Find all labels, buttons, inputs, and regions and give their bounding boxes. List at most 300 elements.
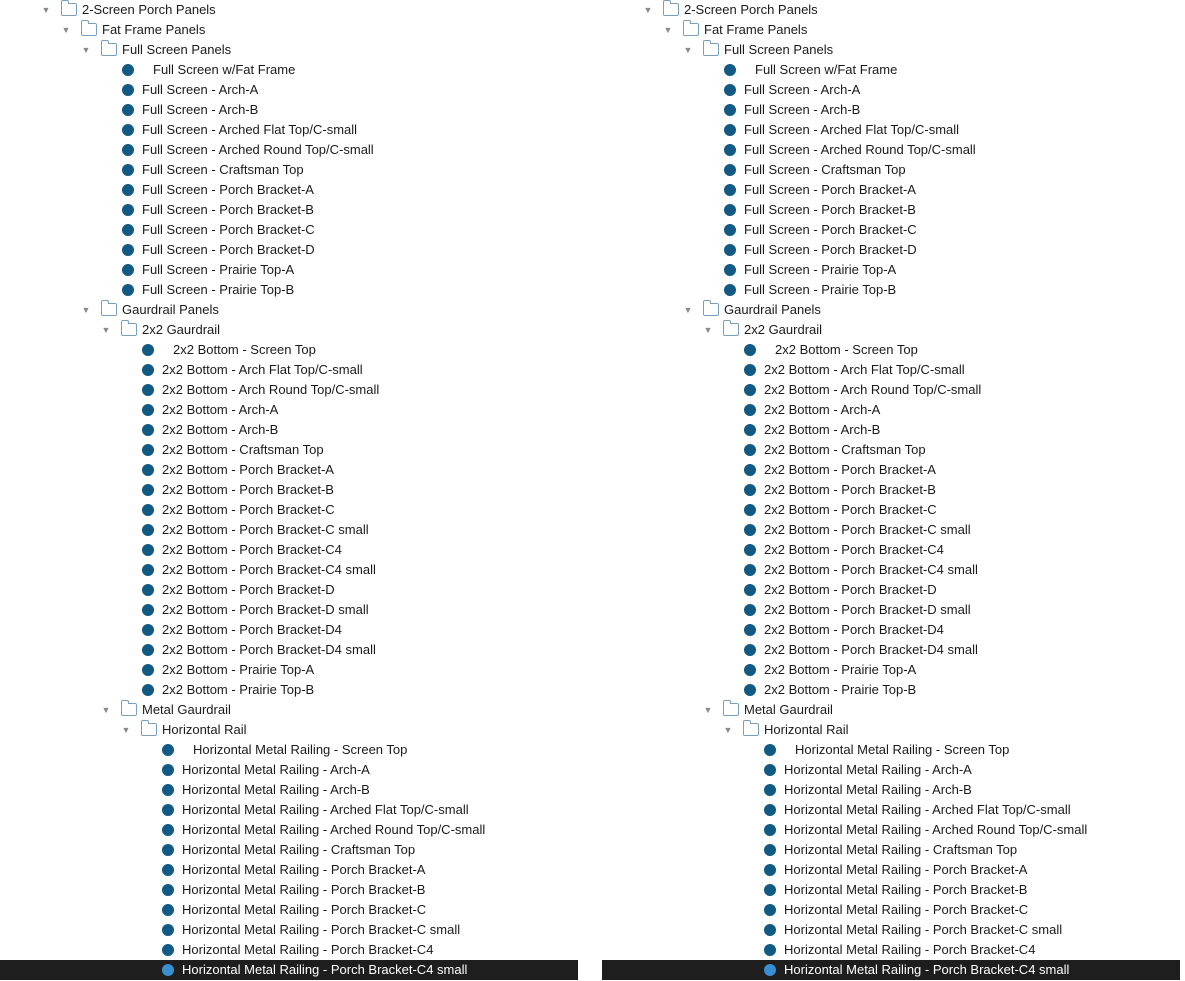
item-label: 2x2 Bottom - Porch Bracket-C [764,502,937,517]
tree-item[interactable] [602,560,1180,580]
tree-item[interactable] [0,640,578,660]
tree-item[interactable] [0,100,578,120]
component-dot-icon [744,644,756,656]
component-dot-icon [724,244,736,256]
item-label: Horizontal Metal Railing - Porch Bracket-C4 small [784,962,1070,977]
folder-icon [121,323,137,336]
item-label: Horizontal Metal Railing - Arched Round Top/C-small [784,822,1088,837]
item-label: Horizontal Metal Railing - Porch Bracket-C small [784,922,1063,937]
component-dot-icon [744,344,756,356]
disclosure-triangle-icon[interactable]: ▼ [683,45,693,55]
item-label: Full Screen - Arch-B [744,102,861,117]
component-dot-icon [142,344,154,356]
tree-item[interactable] [602,440,1180,460]
tree-item[interactable] [602,580,1180,600]
component-dot-icon [162,744,174,756]
item-label: Full Screen - Prairie Top-A [744,262,897,277]
item-label: Full Screen - Arch-A [142,82,259,97]
tree-item[interactable] [602,600,1180,620]
item-label: Horizontal Metal Railing - Porch Bracket-C [182,902,427,917]
folder-row[interactable] [0,0,578,20]
component-dot-icon [764,884,776,896]
tree-item[interactable] [0,260,578,280]
item-label: Horizontal Metal Railing - Porch Bracket-C [784,902,1029,917]
component-dot-icon [162,944,174,956]
item-label: Full Screen - Craftsman Top [744,162,906,177]
tree-item[interactable] [0,480,578,500]
item-label: 2x2 Bottom - Porch Bracket-D small [764,602,971,617]
tree-item[interactable] [602,960,1180,980]
component-dot-icon [724,264,736,276]
item-label: Horizontal Metal Railing - Arch-B [784,782,972,797]
component-dot-icon [744,564,756,576]
folder-label: Full Screen Panels [122,42,232,57]
component-dot-icon [142,444,154,456]
component-dot-icon [744,464,756,476]
component-dot-icon [162,844,174,856]
tree-pane-right [602,0,1180,981]
tree-item[interactable] [0,120,578,140]
component-dot-icon [142,504,154,516]
tree-item[interactable] [602,120,1180,140]
tree-item[interactable] [602,200,1180,220]
tree-item[interactable] [602,640,1180,660]
disclosure-triangle-icon[interactable]: ▼ [81,305,91,315]
component-dot-icon [162,904,174,916]
item-label: Horizontal Metal Railing - Arched Flat Top/C-small [784,802,1071,817]
tree-item[interactable] [602,840,1180,860]
item-label: 2x2 Bottom - Porch Bracket-D4 [764,622,944,637]
component-dot-icon [764,864,776,876]
item-label: 2x2 Bottom - Screen Top [775,342,918,357]
item-label: 2x2 Bottom - Porch Bracket-A [162,462,334,477]
tree-item[interactable] [0,940,578,960]
item-label: 2x2 Bottom - Porch Bracket-D4 small [764,642,978,657]
component-dot-icon [142,544,154,556]
component-dot-icon [162,964,174,976]
item-label: 2x2 Bottom - Porch Bracket-C4 small [162,562,376,577]
component-dot-icon [724,224,736,236]
folder-label: Fat Frame Panels [102,22,206,37]
disclosure-triangle-icon[interactable]: ▼ [683,305,693,315]
item-label: Horizontal Metal Railing - Porch Bracket-C4 [182,942,434,957]
tree-item[interactable] [602,80,1180,100]
disclosure-triangle-icon[interactable]: ▼ [101,325,111,335]
tree-item[interactable] [0,540,578,560]
item-label: 2x2 Bottom - Arch-B [162,422,279,437]
component-dot-icon [744,684,756,696]
folder-row[interactable] [602,320,1180,340]
component-dot-icon [744,604,756,616]
folder-icon [723,703,739,716]
component-dot-icon [724,204,736,216]
folder-row[interactable] [602,700,1180,720]
disclosure-triangle-icon[interactable]: ▼ [101,705,111,715]
tree-item[interactable] [602,520,1180,540]
folder-icon [683,23,699,36]
component-dot-icon [764,804,776,816]
item-label: Full Screen - Porch Bracket-C [142,222,315,237]
tree-item[interactable] [0,820,578,840]
item-label: Horizontal Metal Railing - Porch Bracket-B [784,882,1028,897]
item-label: 2x2 Bottom - Arch Round Top/C-small [162,382,380,397]
component-dot-icon [764,964,776,976]
tree-item[interactable] [602,920,1180,940]
item-label: Horizontal Metal Railing - Porch Bracket-B [182,882,426,897]
item-label: 2x2 Bottom - Arch-A [162,402,279,417]
item-label: Full Screen - Arched Flat Top/C-small [142,122,358,137]
folder-icon [703,303,719,316]
folder-icon [101,303,117,316]
tree-item[interactable] [602,500,1180,520]
component-dot-icon [764,844,776,856]
item-label: Horizontal Metal Railing - Arch-B [182,782,370,797]
tree-item[interactable] [602,100,1180,120]
tree-item[interactable] [0,420,578,440]
component-dot-icon [142,384,154,396]
disclosure-triangle-icon[interactable]: ▼ [643,5,653,15]
tree-item[interactable] [602,820,1180,840]
component-dot-icon [122,64,134,76]
component-dot-icon [724,284,736,296]
item-label: Full Screen - Arch-B [142,102,259,117]
disclosure-triangle-icon[interactable]: ▼ [61,25,71,35]
folder-icon [101,43,117,56]
tree-item[interactable] [602,280,1180,300]
folder-icon [81,23,97,36]
folder-row[interactable] [602,720,1180,740]
folder-icon [663,3,679,16]
item-label: Full Screen - Porch Bracket-D [142,242,315,257]
item-label: 2x2 Bottom - Porch Bracket-C4 [162,542,342,557]
item-label: 2x2 Bottom - Porch Bracket-A [764,462,936,477]
item-label: 2x2 Bottom - Prairie Top-A [162,662,315,677]
disclosure-triangle-icon[interactable]: ▼ [663,25,673,35]
component-dot-icon [122,224,134,236]
tree-item[interactable] [602,160,1180,180]
component-dot-icon [744,364,756,376]
tree-item[interactable] [602,180,1180,200]
folder-label: Horizontal Rail [162,722,247,737]
folder-label: Metal Gaurdrail [744,702,833,717]
item-label: Horizontal Metal Railing - Arch-A [182,762,370,777]
folder-icon [61,3,77,16]
item-label: 2x2 Bottom - Arch-B [764,422,881,437]
item-label: 2x2 Bottom - Prairie Top-B [162,682,315,697]
disclosure-triangle-icon[interactable]: ▼ [41,5,51,15]
item-label: Full Screen - Porch Bracket-A [744,182,916,197]
tree-item[interactable] [0,880,578,900]
component-dot-icon [764,784,776,796]
tree-item[interactable] [602,480,1180,500]
item-label: Full Screen - Arched Round Top/C-small [142,142,374,157]
item-label: Horizontal Metal Railing - Screen Top [795,742,1010,757]
component-dot-icon [724,84,736,96]
item-label: Full Screen w/Fat Frame [153,62,296,77]
item-label: 2x2 Bottom - Porch Bracket-B [764,482,936,497]
tree-item[interactable] [0,240,578,260]
tree-item[interactable] [602,260,1180,280]
component-dot-icon [764,904,776,916]
tree-item[interactable] [602,460,1180,480]
component-dot-icon [724,64,736,76]
tree-item[interactable] [602,880,1180,900]
item-label: Horizontal Metal Railing - Arch-A [784,762,972,777]
item-label: Full Screen - Craftsman Top [142,162,304,177]
tree-item[interactable] [602,540,1180,560]
component-dot-icon [142,364,154,376]
tree-item[interactable] [602,860,1180,880]
folder-icon [121,703,137,716]
tree-item[interactable] [602,240,1180,260]
component-dot-icon [764,824,776,836]
component-dot-icon [142,524,154,536]
item-label: Full Screen - Porch Bracket-B [744,202,916,217]
folder-icon [703,43,719,56]
tree-item[interactable] [0,760,578,780]
tree-item[interactable] [0,340,578,360]
component-dot-icon [162,924,174,936]
item-label: 2x2 Bottom - Porch Bracket-D small [162,602,369,617]
tree-item[interactable] [602,60,1180,80]
component-dot-icon [122,104,134,116]
tree-item[interactable] [0,660,578,680]
tree-item[interactable] [0,680,578,700]
item-label: 2x2 Bottom - Porch Bracket-C4 [764,542,944,557]
item-label: 2x2 Bottom - Porch Bracket-C4 small [764,562,978,577]
item-label: Full Screen - Porch Bracket-A [142,182,314,197]
item-label: Horizontal Metal Railing - Screen Top [193,742,408,757]
component-dot-icon [142,644,154,656]
item-label: Horizontal Metal Railing - Porch Bracket-C4 [784,942,1036,957]
tree-item[interactable] [602,740,1180,760]
folder-label: Full Screen Panels [724,42,834,57]
component-dot-icon [724,184,736,196]
component-dot-icon [142,604,154,616]
tree-item[interactable] [0,860,578,880]
item-label: Full Screen - Prairie Top-B [142,282,295,297]
tree-item[interactable] [0,280,578,300]
tree-item[interactable] [0,800,578,820]
disclosure-triangle-icon[interactable]: ▼ [703,325,713,335]
tree-item[interactable] [602,900,1180,920]
component-dot-icon [744,504,756,516]
tree-item[interactable] [0,740,578,760]
tree-item[interactable] [0,620,578,640]
item-label: 2x2 Bottom - Porch Bracket-D4 small [162,642,376,657]
folder-label: Gaurdrail Panels [724,302,821,317]
tree-item[interactable] [602,220,1180,240]
item-label: 2x2 Bottom - Arch Round Top/C-small [764,382,982,397]
item-label: Horizontal Metal Railing - Craftsman Top [182,842,416,857]
tree-item[interactable] [0,840,578,860]
component-dot-icon [744,544,756,556]
tree-item[interactable] [0,500,578,520]
folder-icon [723,323,739,336]
component-dot-icon [744,624,756,636]
component-dot-icon [142,564,154,576]
tree-item[interactable] [0,400,578,420]
component-dot-icon [724,124,736,136]
component-dot-icon [142,484,154,496]
tree-item[interactable] [0,460,578,480]
tree-item[interactable] [0,160,578,180]
tree-item[interactable] [602,940,1180,960]
item-label: Full Screen - Prairie Top-A [142,262,295,277]
item-label: 2x2 Bottom - Craftsman Top [764,442,926,457]
folder-icon [743,723,759,736]
disclosure-triangle-icon[interactable]: ▼ [81,45,91,55]
tree-item[interactable] [0,220,578,240]
tree-item[interactable] [0,960,578,980]
folder-row[interactable] [602,20,1180,40]
tree-item[interactable] [0,600,578,620]
component-dot-icon [764,764,776,776]
component-dot-icon [724,164,736,176]
disclosure-triangle-icon[interactable]: ▼ [121,725,131,735]
tree-item[interactable] [0,60,578,80]
component-dot-icon [122,84,134,96]
item-label: 2x2 Bottom - Prairie Top-B [764,682,917,697]
folder-row[interactable] [0,20,578,40]
folder-label: 2-Screen Porch Panels [82,2,216,17]
item-label: Horizontal Metal Railing - Porch Bracket-A [182,862,426,877]
component-dot-icon [122,264,134,276]
tree-item[interactable] [0,80,578,100]
component-dot-icon [122,144,134,156]
folder-label: Gaurdrail Panels [122,302,219,317]
item-label: Horizontal Metal Railing - Porch Bracket-A [784,862,1028,877]
component-dot-icon [744,384,756,396]
tree-item[interactable] [0,360,578,380]
tree-item[interactable] [602,680,1180,700]
tree-item[interactable] [602,800,1180,820]
item-label: 2x2 Bottom - Porch Bracket-D [162,582,335,597]
folder-row[interactable] [0,300,578,320]
tree-item[interactable] [0,580,578,600]
folder-row[interactable] [0,720,578,740]
item-label: 2x2 Bottom - Craftsman Top [162,442,324,457]
item-label: Full Screen - Porch Bracket-C [744,222,917,237]
tree-item[interactable] [602,620,1180,640]
component-dot-icon [764,924,776,936]
tree-item[interactable] [602,400,1180,420]
component-dot-icon [744,404,756,416]
folder-row[interactable] [602,40,1180,60]
tree-pane-left [0,0,578,981]
item-label: Full Screen - Arch-A [744,82,861,97]
component-dot-icon [744,664,756,676]
component-dot-icon [764,944,776,956]
component-dot-icon [142,404,154,416]
tree-item[interactable] [0,380,578,400]
folder-icon [141,723,157,736]
tree-item[interactable] [0,140,578,160]
item-label: 2x2 Bottom - Porch Bracket-D4 [162,622,342,637]
folder-row[interactable] [0,320,578,340]
component-dot-icon [162,884,174,896]
component-dot-icon [142,464,154,476]
item-label: Full Screen - Porch Bracket-B [142,202,314,217]
component-dot-icon [744,584,756,596]
item-label: 2x2 Bottom - Porch Bracket-D [764,582,937,597]
component-dot-icon [122,204,134,216]
component-dot-icon [122,284,134,296]
tree-item[interactable] [602,420,1180,440]
tree-item[interactable] [0,440,578,460]
component-dot-icon [162,804,174,816]
item-label: Horizontal Metal Railing - Arched Round Top/C-small [182,822,486,837]
item-label: 2x2 Bottom - Porch Bracket-C small [764,522,971,537]
item-label: Full Screen - Prairie Top-B [744,282,897,297]
component-dot-icon [142,684,154,696]
folder-row[interactable] [0,700,578,720]
item-label: Horizontal Metal Railing - Porch Bracket-C4 small [182,962,468,977]
component-dot-icon [122,184,134,196]
item-label: 2x2 Bottom - Arch Flat Top/C-small [162,362,363,377]
component-dot-icon [142,584,154,596]
tree-item[interactable] [602,660,1180,680]
component-dot-icon [724,104,736,116]
component-dot-icon [744,424,756,436]
tree-item[interactable] [0,520,578,540]
tree-item[interactable] [0,780,578,800]
component-dot-icon [142,624,154,636]
component-dot-icon [162,864,174,876]
tree-item[interactable] [0,920,578,940]
disclosure-triangle-icon[interactable]: ▼ [723,725,733,735]
folder-label: Fat Frame Panels [704,22,808,37]
item-label: Full Screen - Arched Flat Top/C-small [744,122,960,137]
folder-label: 2-Screen Porch Panels [684,2,818,17]
item-label: 2x2 Bottom - Screen Top [173,342,316,357]
component-dot-icon [122,124,134,136]
tree-item[interactable] [0,900,578,920]
folder-row[interactable] [0,40,578,60]
component-dot-icon [142,664,154,676]
tree-item[interactable] [0,180,578,200]
component-dot-icon [162,784,174,796]
item-label: 2x2 Bottom - Arch Flat Top/C-small [764,362,965,377]
component-dot-icon [764,744,776,756]
folder-row[interactable] [602,0,1180,20]
item-label: 2x2 Bottom - Porch Bracket-C [162,502,335,517]
component-dot-icon [162,764,174,776]
tree-item[interactable] [602,140,1180,160]
item-label: 2x2 Bottom - Porch Bracket-C small [162,522,369,537]
item-label: Full Screen - Porch Bracket-D [744,242,917,257]
folder-row[interactable] [602,300,1180,320]
tree-item[interactable] [602,760,1180,780]
component-dot-icon [162,824,174,836]
item-label: 2x2 Bottom - Arch-A [764,402,881,417]
component-dot-icon [122,164,134,176]
tree-item[interactable] [0,560,578,580]
folder-label: Horizontal Rail [764,722,849,737]
tree-item[interactable] [602,780,1180,800]
tree-item[interactable] [602,380,1180,400]
folder-label: 2x2 Gaurdrail [744,322,823,337]
tree-item[interactable] [602,360,1180,380]
item-label: Full Screen w/Fat Frame [755,62,898,77]
item-label: Horizontal Metal Railing - Porch Bracket-C small [182,922,461,937]
tree-item[interactable] [602,340,1180,360]
component-dot-icon [122,244,134,256]
item-label: Horizontal Metal Railing - Arched Flat Top/C-small [182,802,469,817]
tree-item[interactable] [0,200,578,220]
disclosure-triangle-icon[interactable]: ▼ [703,705,713,715]
folder-label: Metal Gaurdrail [142,702,231,717]
